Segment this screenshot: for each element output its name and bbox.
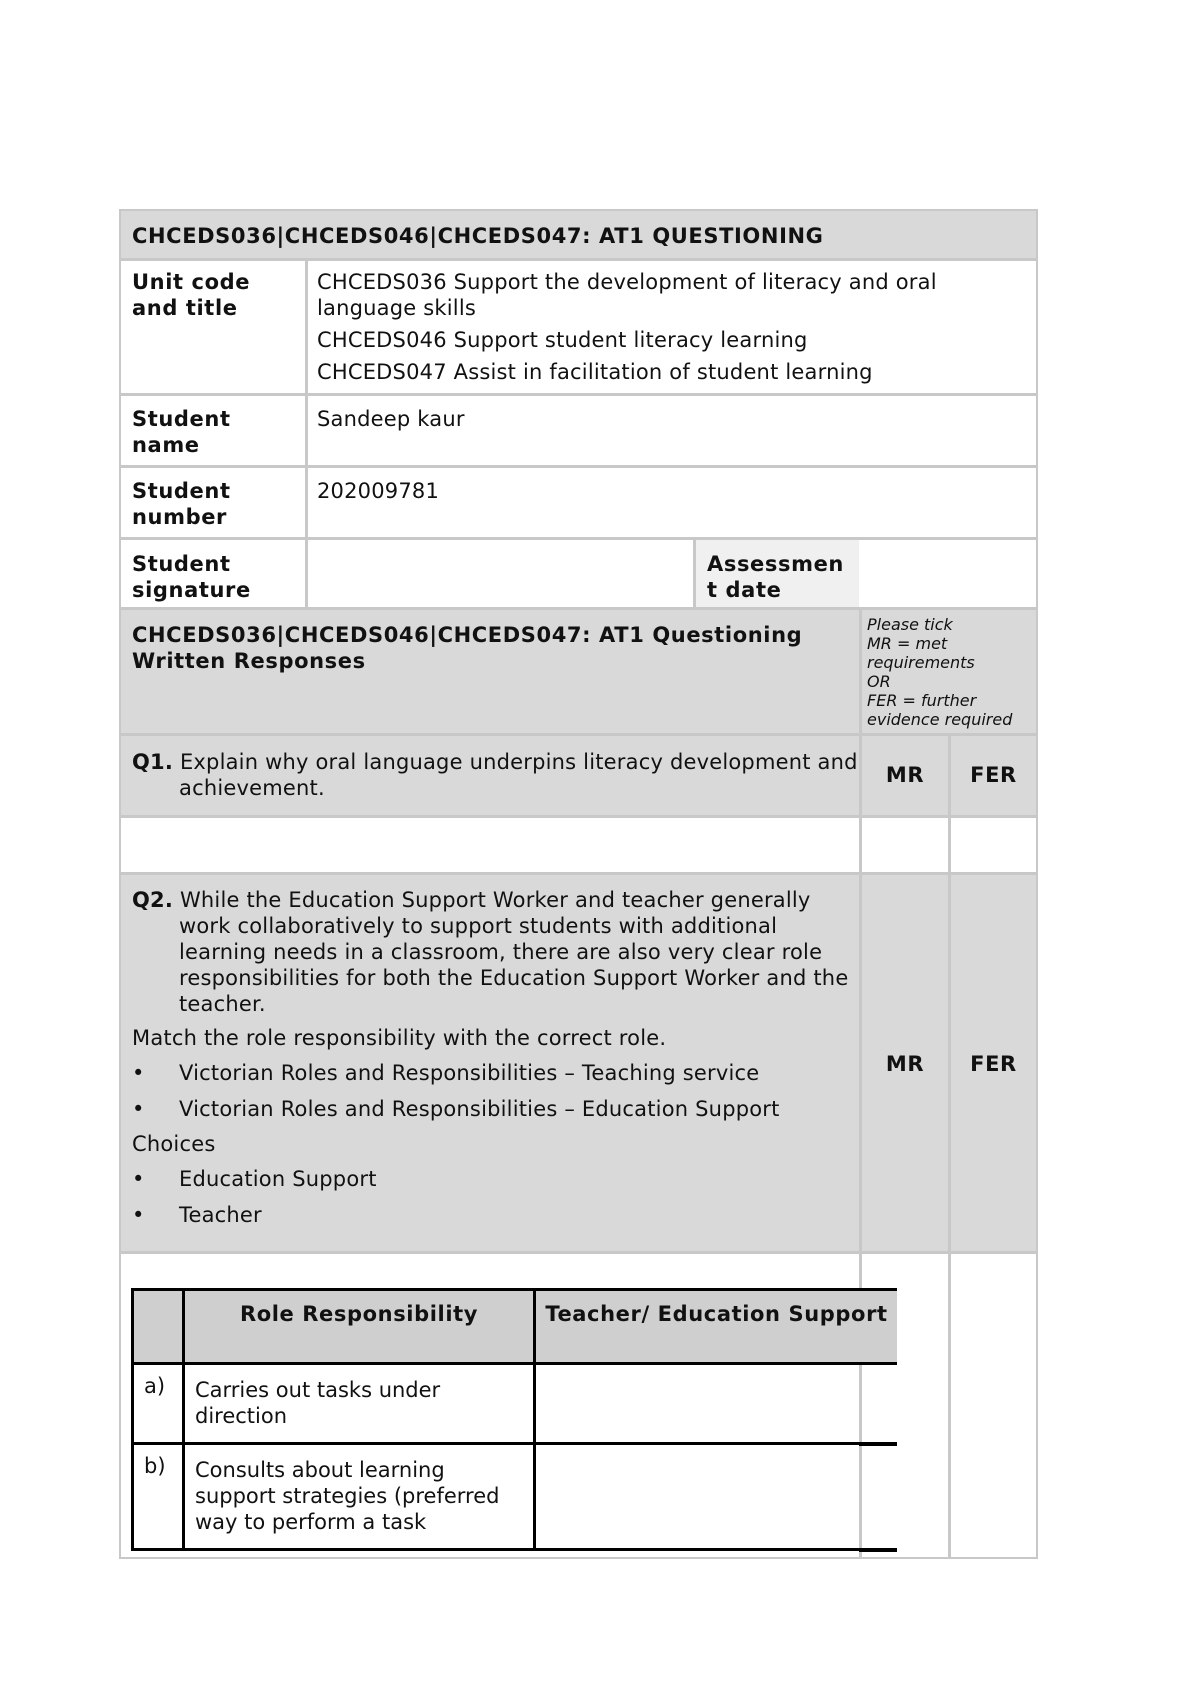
q1-row: [121, 736, 1036, 815]
q1-question: [132, 749, 899, 801]
section-header: [121, 610, 1036, 733]
student-signature-field[interactable]: [308, 540, 693, 607]
tick-note-line: OR: [867, 672, 891, 691]
q2-link-item[interactable]: [132, 1096, 852, 1122]
student-number-label: Student number: [132, 479, 231, 529]
bullet: •: [132, 1061, 145, 1085]
student-name-label: Student name: [132, 407, 231, 457]
tick-note-line: FER = further: [867, 691, 977, 710]
row-responsibility: Carries out tasks under direction: [184, 1364, 535, 1444]
table-row: [133, 1444, 898, 1550]
assessment-date-label-cell: [696, 540, 859, 607]
unit-line-3: CHCEDS047 Assist in facilitation of student learning: [317, 360, 873, 384]
q2-choice-item: [132, 1202, 852, 1228]
bullet: •: [132, 1167, 145, 1191]
q2-row: [121, 875, 1036, 1251]
table-row: [133, 1364, 898, 1444]
bullet: •: [132, 1203, 145, 1227]
tick-instructions: [867, 615, 1032, 729]
student-signature-label: Student signature: [132, 552, 251, 602]
q2-choice-teacher: Teacher: [179, 1203, 262, 1227]
student-name-value[interactable]: Sandeep kaur: [317, 407, 465, 431]
tick-note-line: requirements: [867, 653, 975, 672]
q2-fer-checkbox[interactable]: [951, 1254, 1036, 1557]
role-table: [131, 1288, 897, 1551]
unit-label: Unit code and title: [132, 270, 251, 320]
student-number-value[interactable]: 202009781: [317, 479, 440, 503]
row-answer-input[interactable]: [535, 1364, 898, 1444]
q1-number: Q1.: [132, 750, 174, 774]
q1-fer-header: FER: [970, 763, 1017, 787]
q1-text: Explain why oral language underpins literacy development and achievement.: [179, 750, 858, 800]
q1-fer-checkbox[interactable]: [951, 818, 1036, 872]
row-responsibility: Consults about learning support strategies (preferred way to perform a task: [184, 1444, 535, 1550]
q2-choices-label: Choices: [132, 1132, 216, 1156]
q2-text: While the Education Support Worker and teacher generally work collaboratively to support students with additional learning needs in a classroom, there are also very clear role responsibilities for both the Education Support Worker and the teacher.: [179, 888, 849, 1016]
unit-line-2: CHCEDS046 Support student literacy learning: [317, 328, 808, 352]
assessment-date-field[interactable]: [862, 540, 1036, 607]
row-key: b): [133, 1444, 184, 1550]
q2-instruction: Match the role responsibility with the correct role.: [132, 1026, 667, 1050]
tick-note-line: Please tick: [867, 615, 953, 634]
role-table-header-key: [133, 1290, 184, 1364]
unit-line-1: CHCEDS036 Support the development of literacy and oral language skills: [317, 270, 937, 320]
q2-question-text: [132, 887, 852, 1017]
q1-mr-checkbox[interactable]: [862, 818, 948, 872]
assessment-date-label: Assessment date: [707, 552, 844, 602]
tick-note-line: MR = met: [867, 634, 948, 653]
assessment-form: [119, 209, 1038, 1559]
q1-mr-header: MR: [885, 763, 925, 787]
section-title: CHCEDS036|CHCEDS046|CHCEDS047: AT1 Questioning Written Responses: [132, 623, 803, 673]
q2-link-teaching[interactable]: Victorian Roles and Responsibilities – Teaching service: [179, 1061, 760, 1085]
q2-choice-education-support: Education Support: [179, 1167, 377, 1191]
q2-number: Q2.: [132, 888, 174, 912]
role-table-header-role: Teacher/ Education Support: [535, 1290, 898, 1364]
tick-note-line: evidence required: [867, 710, 1013, 729]
row-answer-input[interactable]: [535, 1444, 898, 1550]
form-title-row: [121, 211, 1036, 258]
unit-value: [317, 269, 1017, 385]
q2-choice-item: [132, 1166, 852, 1192]
q1-answer[interactable]: [121, 818, 859, 872]
q2-mr-header: MR: [885, 1052, 925, 1076]
role-table-header-responsibility: Role Responsibility: [184, 1290, 535, 1364]
q2-fer-header: FER: [970, 1052, 1017, 1076]
q2-link-education-support[interactable]: Victorian Roles and Responsibilities – Education Support: [179, 1097, 780, 1121]
q2-question: [132, 887, 852, 1228]
row-key: a): [133, 1364, 184, 1444]
bullet: •: [132, 1097, 145, 1121]
q2-link-item[interactable]: [132, 1060, 852, 1086]
form-title: CHCEDS036|CHCEDS046|CHCEDS047: AT1 QUESTIONING: [132, 224, 824, 248]
